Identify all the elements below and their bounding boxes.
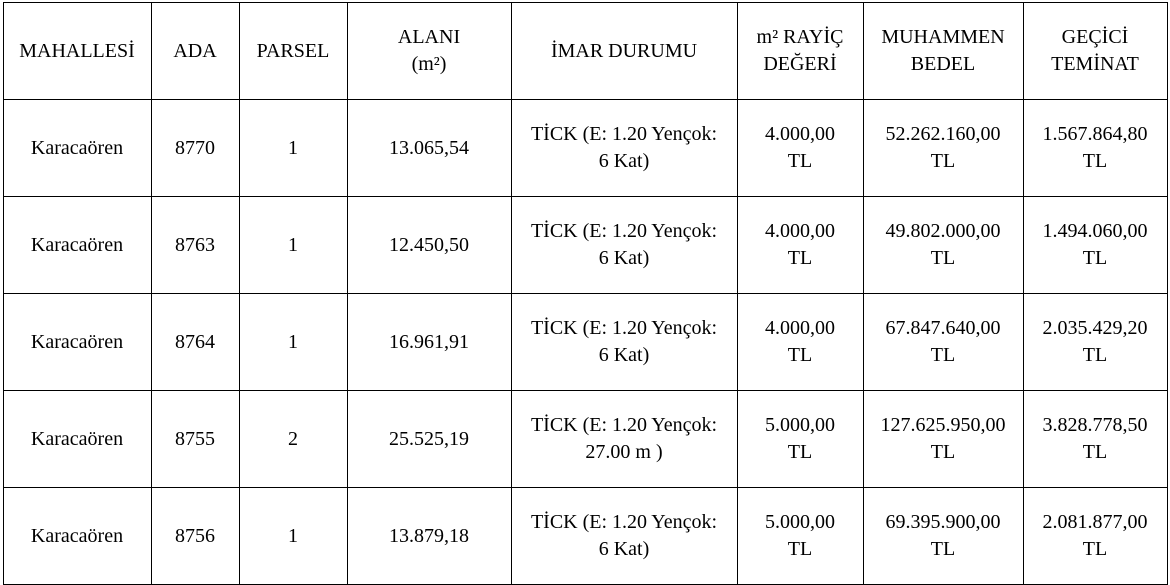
cell-imar-durumu-line-1: TİCK (E: 1.20 Yençok: [530,511,718,533]
table-row [3,391,1167,488]
cell-imar-durumu-line-1: TİCK (E: 1.20 Yençok: [530,414,718,436]
cell-gecici-teminat-value: 2.035.429,20 [1042,317,1148,339]
cell-muhammen-bedel [863,391,1023,488]
cell-rayic-degeri-currency: TL [787,538,813,560]
cell-muhammen-bedel-value: 52.262.160,00 [885,123,1001,145]
cell-parsel: 1 [239,294,347,391]
cell-rayic-degeri-value: 4.000,00 [765,317,835,339]
cell-rayic-degeri [737,294,863,391]
cell-mahallesi: Karacaören [3,197,151,294]
cell-ada: 8755 [151,391,239,488]
column-header-rayic-degeri [737,3,863,100]
column-header-parsel-label: PARSEL [256,39,330,62]
cell-imar-durumu [511,100,737,197]
cell-alani: 16.961,91 [347,294,511,391]
cell-rayic-degeri-currency: TL [787,344,813,366]
cell-gecici-teminat-currency: TL [1082,344,1108,366]
cell-rayic-degeri-value: 5.000,00 [765,414,835,436]
cell-ada: 8763 [151,197,239,294]
column-header-mahallesi [3,3,151,100]
cell-gecici-teminat-value: 1.494.060,00 [1042,220,1148,242]
cell-rayic-degeri-value: 4.000,00 [765,220,835,242]
cell-gecici-teminat [1023,488,1167,585]
cell-muhammen-bedel [863,197,1023,294]
column-header-ada-label: ADA [173,39,217,62]
cell-muhammen-bedel-value: 67.847.640,00 [885,317,1001,339]
cell-rayic-degeri [737,488,863,585]
cell-imar-durumu [511,488,737,585]
cell-alani: 12.450,50 [347,197,511,294]
cell-gecici-teminat-currency: TL [1082,538,1108,560]
cell-rayic-degeri-currency: TL [787,247,813,269]
column-header-muhammen-bedel-label-1: MUHAMMEN [881,26,1005,48]
table-row [3,488,1167,585]
cell-rayic-degeri-currency: TL [787,441,813,463]
cell-rayic-degeri [737,100,863,197]
column-header-gecici-teminat [1023,3,1167,100]
table-body [3,100,1167,585]
cell-imar-durumu-line-1: TİCK (E: 1.20 Yençok: [530,220,718,242]
cell-imar-durumu-line-2: 6 Kat) [598,150,650,172]
column-header-gecici-teminat-label-1: GEÇİCİ [1061,26,1129,48]
cell-rayic-degeri-value: 4.000,00 [765,123,835,145]
cell-rayic-degeri [737,391,863,488]
cell-muhammen-bedel [863,488,1023,585]
cell-parsel: 1 [239,100,347,197]
cell-alani: 13.065,54 [347,100,511,197]
column-header-alani-label: ALANI [397,26,461,48]
cell-muhammen-bedel-currency: TL [930,344,956,366]
cell-muhammen-bedel-value: 127.625.950,00 [880,414,1006,436]
cell-mahallesi: Karacaören [3,100,151,197]
cell-parsel: 2 [239,391,347,488]
column-header-mahallesi-label: MAHALLESİ [19,39,135,62]
cell-imar-durumu-line-2: 6 Kat) [598,538,650,560]
cell-alani: 13.879,18 [347,488,511,585]
table-row [3,294,1167,391]
cell-gecici-teminat [1023,197,1167,294]
cell-muhammen-bedel-value: 69.395.900,00 [885,511,1001,533]
cell-muhammen-bedel-currency: TL [930,247,956,269]
cell-parsel: 1 [239,197,347,294]
cell-muhammen-bedel-currency: TL [930,441,956,463]
cell-imar-durumu [511,197,737,294]
column-header-gecici-teminat-label-2: TEMİNAT [1051,53,1139,75]
cell-imar-durumu-line-1: TİCK (E: 1.20 Yençok: [530,317,718,339]
cell-mahallesi: Karacaören [3,488,151,585]
cell-imar-durumu [511,294,737,391]
cell-muhammen-bedel [863,294,1023,391]
cell-gecici-teminat [1023,391,1167,488]
cell-alani: 25.525,19 [347,391,511,488]
table-row [3,197,1167,294]
column-header-imar-durumu-label: İMAR DURUMU [550,39,698,62]
cell-gecici-teminat-currency: TL [1082,150,1108,172]
cell-gecici-teminat-value: 2.081.877,00 [1042,511,1148,533]
column-header-alani [347,3,511,100]
column-header-muhammen-bedel-label-2: BEDEL [910,53,976,75]
cell-muhammen-bedel-currency: TL [930,538,956,560]
cell-muhammen-bedel [863,100,1023,197]
cell-ada: 8756 [151,488,239,585]
cell-gecici-teminat [1023,294,1167,391]
column-header-parsel [239,3,347,100]
cell-ada: 8770 [151,100,239,197]
column-header-rayic-degeri-label-1: m² RAYİÇ [756,26,844,48]
table-header-row [3,3,1167,100]
cell-imar-durumu-line-2: 27.00 m ) [585,441,663,463]
cell-mahallesi: Karacaören [3,294,151,391]
table-row [3,100,1167,197]
cell-muhammen-bedel-currency: TL [930,150,956,172]
cell-imar-durumu-line-2: 6 Kat) [598,247,650,269]
cell-gecici-teminat-currency: TL [1082,247,1108,269]
cell-rayic-degeri-currency: TL [787,150,813,172]
cell-gecici-teminat-value: 1.567.864,80 [1042,123,1148,145]
column-header-alani-unit: (m²) [411,53,447,75]
cell-gecici-teminat-value: 3.828.778,50 [1042,414,1148,436]
cell-imar-durumu-line-2: 6 Kat) [598,344,650,366]
cell-mahallesi: Karacaören [3,391,151,488]
column-header-rayic-degeri-label-2: DEĞERİ [763,53,837,75]
column-header-ada [151,3,239,100]
parcel-table [3,2,1168,585]
cell-parsel: 1 [239,488,347,585]
cell-rayic-degeri [737,197,863,294]
column-header-muhammen-bedel [863,3,1023,100]
cell-muhammen-bedel-value: 49.802.000,00 [885,220,1001,242]
cell-imar-durumu-line-1: TİCK (E: 1.20 Yençok: [530,123,718,145]
table-header [3,3,1167,100]
cell-ada: 8764 [151,294,239,391]
cell-imar-durumu [511,391,737,488]
column-header-imar-durumu [511,3,737,100]
cell-rayic-degeri-value: 5.000,00 [765,511,835,533]
cell-gecici-teminat-currency: TL [1082,441,1108,463]
cell-gecici-teminat [1023,100,1167,197]
